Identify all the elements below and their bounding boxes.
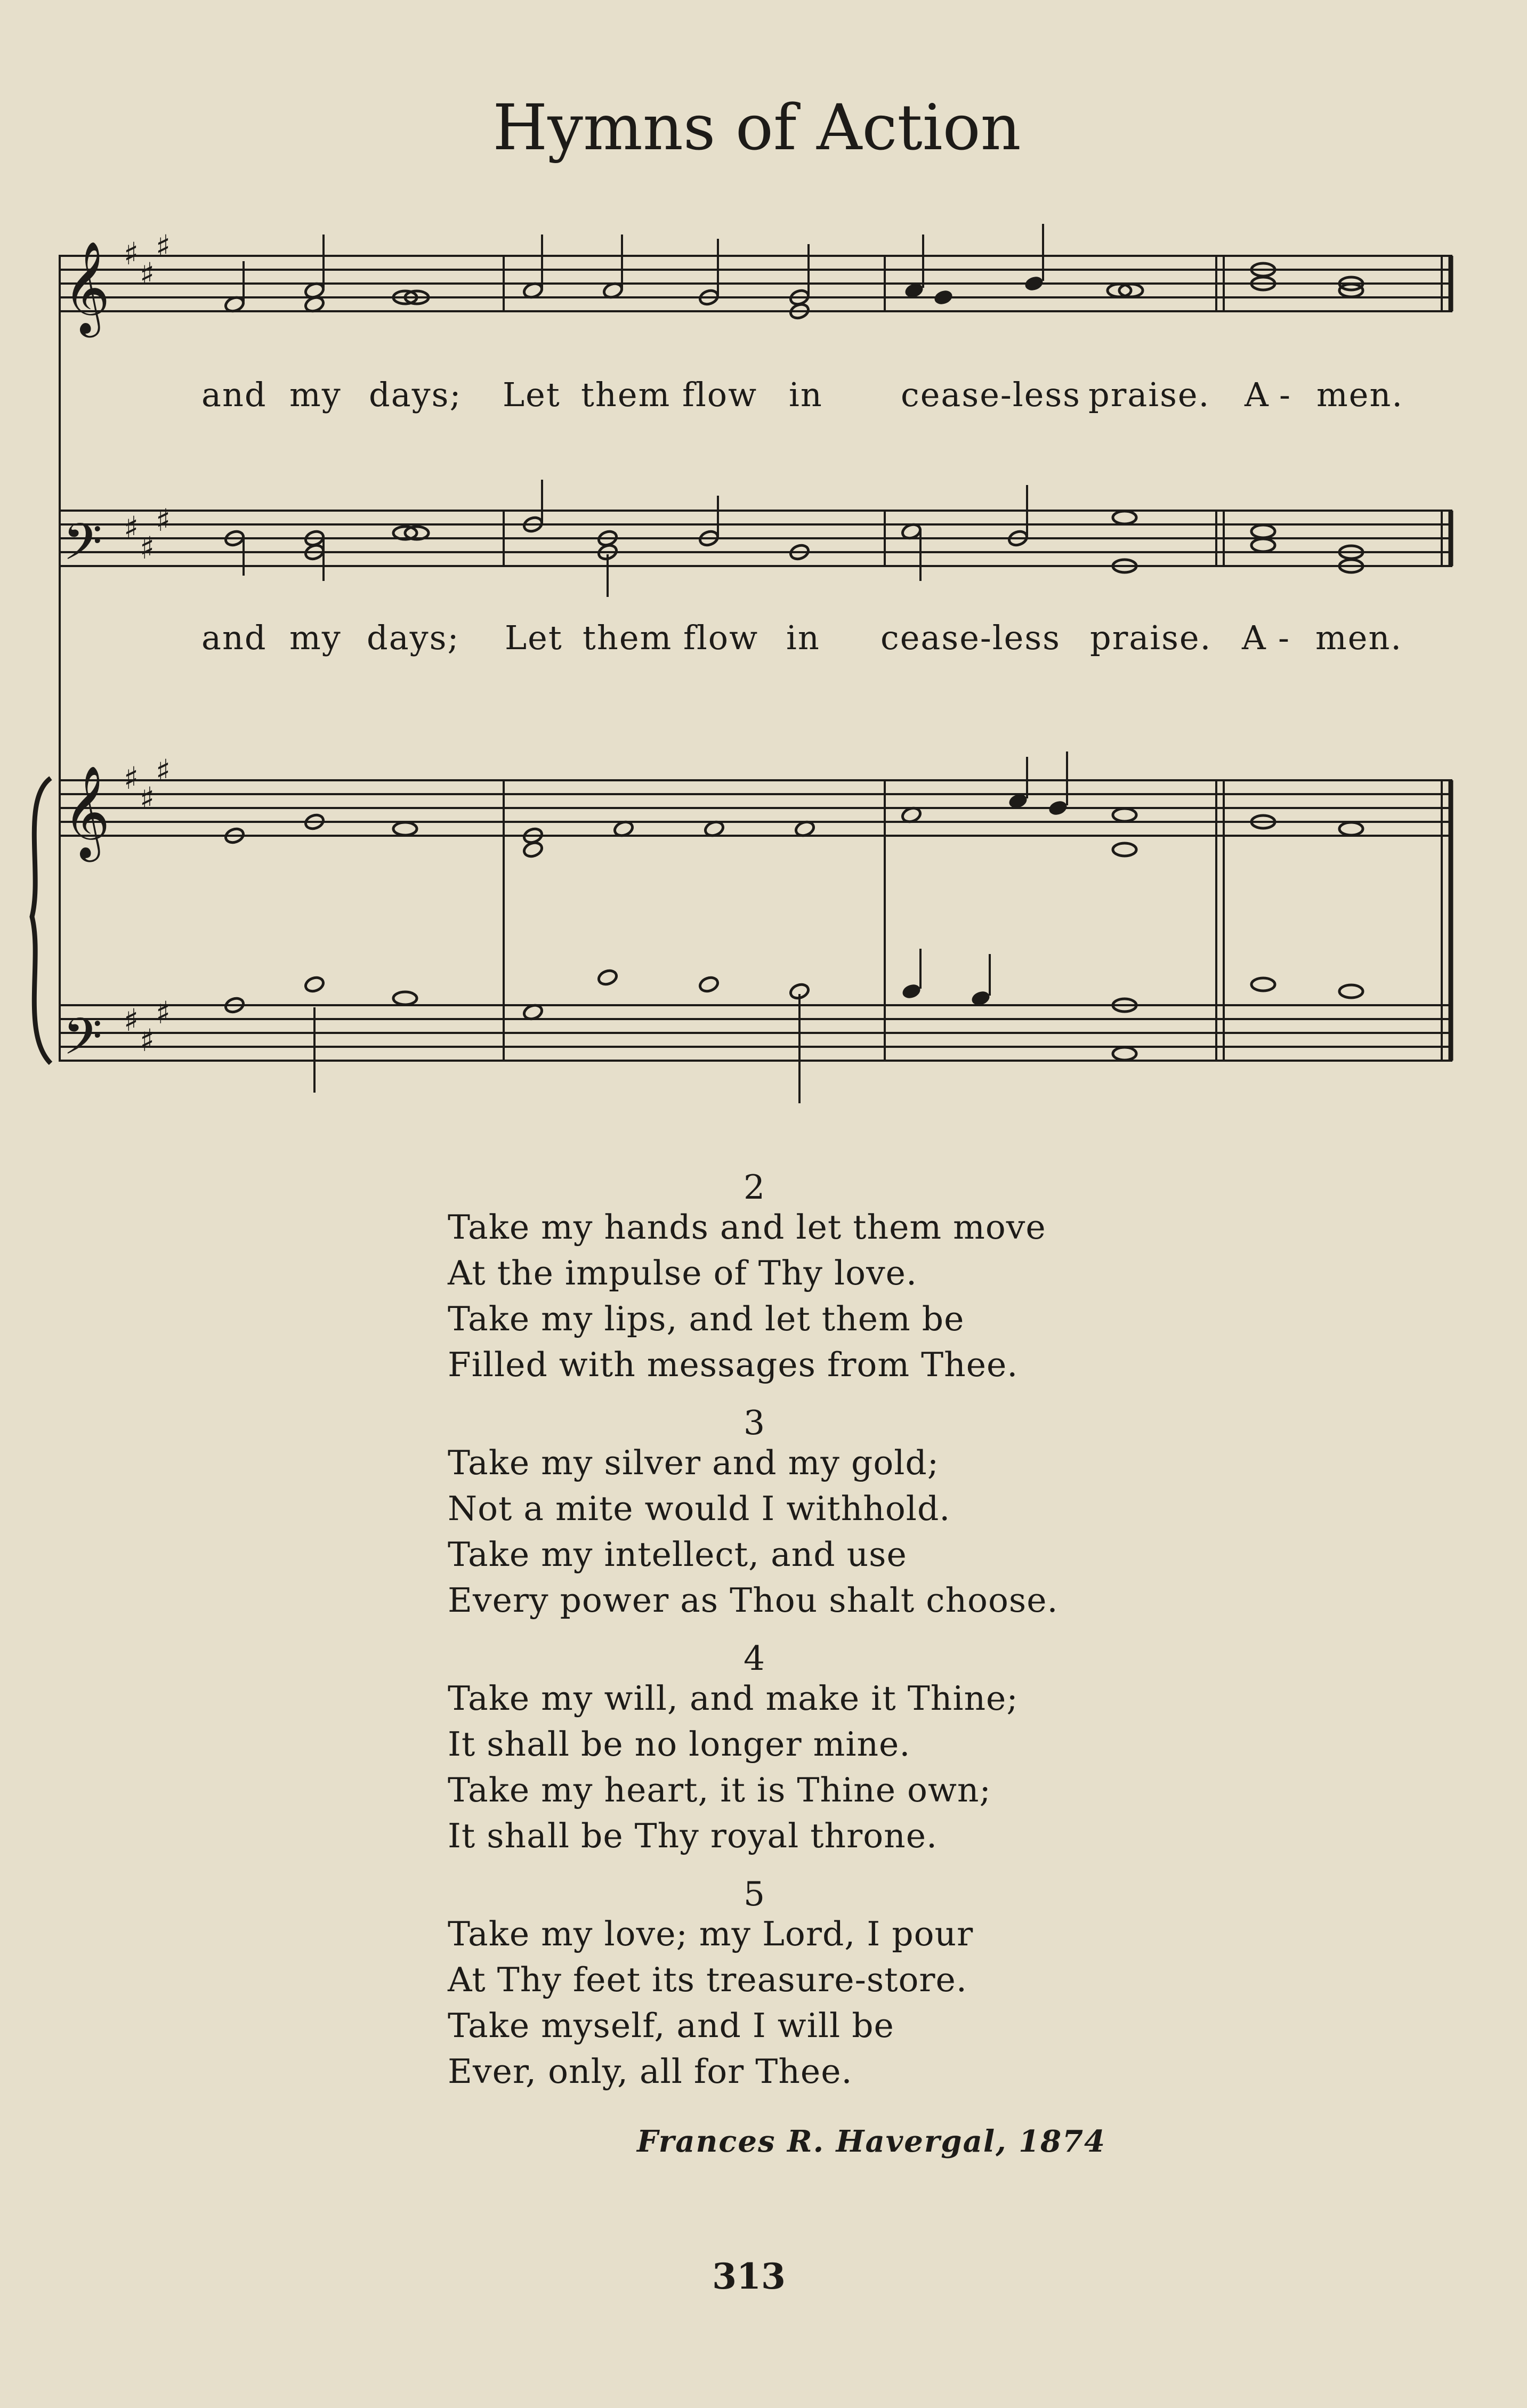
stanza-number: 5: [744, 1874, 766, 1913]
lyric-word: and: [201, 375, 267, 414]
lyric-word: Let: [503, 375, 561, 414]
verse-line: Ever, only, all for Thee.: [448, 2052, 853, 2091]
lyric-word: them: [581, 375, 671, 414]
author-attribution: Frances R. Havergal, 1874: [637, 2124, 1106, 2159]
stanza-number: 4: [744, 1639, 766, 1678]
verse-line: Not a mite would I withhold.: [448, 1489, 951, 1528]
verse-line: It shall be no longer mine.: [448, 1725, 911, 1764]
lyric-word: my: [289, 618, 342, 657]
treble-clef-icon: 𝄞: [63, 765, 110, 858]
lyric-word: men.: [1316, 375, 1404, 414]
bass-clef-icon: 𝄢: [63, 1007, 102, 1079]
lyric-word: praise.: [1088, 375, 1210, 414]
svg-text:♯: ♯: [140, 780, 155, 817]
stanza-number: 2: [744, 1168, 766, 1207]
verse-line: Take my love; my Lord, I pour: [448, 1914, 974, 1953]
lyric-word: -: [1278, 618, 1290, 657]
piano-brace: [32, 778, 51, 1063]
svg-text:♯: ♯: [124, 760, 139, 796]
svg-text:♯: ♯: [124, 510, 139, 546]
staff-treble-vocal: [59, 256, 1452, 311]
stanza: [448, 1633, 1141, 1859]
svg-text:♯: ♯: [140, 530, 155, 566]
verse-line: Take my will, and make it Thine;: [448, 1679, 1019, 1718]
lyric-word: Let: [505, 618, 563, 657]
svg-text:♯: ♯: [124, 236, 139, 272]
page-title: Hymns of Action: [492, 91, 1021, 164]
staff-piano-treble: [59, 780, 1452, 836]
verse-line: Take my lips, and let them be: [448, 1299, 965, 1338]
lyric-word: in: [789, 375, 823, 414]
verse-line: Take my heart, it is Thine own;: [448, 1771, 991, 1809]
svg-text:♯: ♯: [140, 256, 155, 292]
lyric-word: cease-less: [901, 375, 1081, 414]
lyric-word: and: [201, 618, 267, 657]
treble-clef-icon: 𝄞: [63, 241, 110, 334]
music-score: [0, 0, 1527, 1119]
svg-text:♯: ♯: [124, 1002, 139, 1038]
lyric-word: men.: [1315, 618, 1403, 657]
lyric-word: them: [583, 618, 673, 657]
svg-text:♯: ♯: [156, 753, 171, 789]
verse-line: Every power as Thou shalt choose.: [448, 1581, 1059, 1620]
verse-line: Take my hands and let them move: [448, 1208, 1046, 1247]
lyric-word: cease-less: [880, 618, 1061, 657]
hymn-verses: [448, 1162, 1141, 2104]
svg-text:♯: ♯: [140, 1022, 155, 1058]
verse-line: Take myself, and I will be: [448, 2006, 894, 2045]
lyric-word: praise.: [1090, 618, 1212, 657]
staff-piano-bass: [59, 1005, 1452, 1061]
lyric-word: my: [289, 375, 342, 414]
verse-line: At the impulse of Thy love.: [448, 1254, 917, 1292]
lyric-word: -: [1279, 375, 1291, 414]
svg-text:♯: ♯: [156, 228, 171, 264]
verse-line: Filled with messages from Thee.: [448, 1345, 1019, 1384]
verse-line: It shall be Thy royal throne.: [448, 1816, 938, 1855]
verse-line: Take my silver and my gold;: [448, 1443, 939, 1482]
stanza-number: 3: [744, 1403, 766, 1442]
lyric-word: flow: [682, 375, 758, 414]
svg-text:♯: ♯: [156, 995, 171, 1031]
lyric-word: days;: [369, 375, 462, 414]
verse-line: At Thy feet its treasure-store.: [448, 1960, 967, 1999]
svg-text:♯: ♯: [156, 502, 171, 538]
stanza: [448, 1397, 1141, 1623]
lyric-word: days;: [367, 618, 460, 657]
lyric-word: in: [786, 618, 820, 657]
bass-lyrics: [0, 618, 1527, 661]
lyric-word: flow: [683, 618, 759, 657]
staff-bass-vocal: [59, 511, 1452, 566]
page-number: 313: [712, 2256, 786, 2297]
note-stems: [244, 224, 1067, 1103]
bass-clef-icon: 𝄢: [63, 513, 102, 584]
lyric-word: A: [1245, 375, 1270, 414]
soprano-lyrics: [0, 375, 1527, 418]
stanza: [448, 1162, 1141, 1388]
stanza: [448, 1869, 1141, 2095]
verse-line: Take my intellect, and use: [448, 1535, 907, 1574]
lyric-word: A: [1242, 618, 1267, 657]
